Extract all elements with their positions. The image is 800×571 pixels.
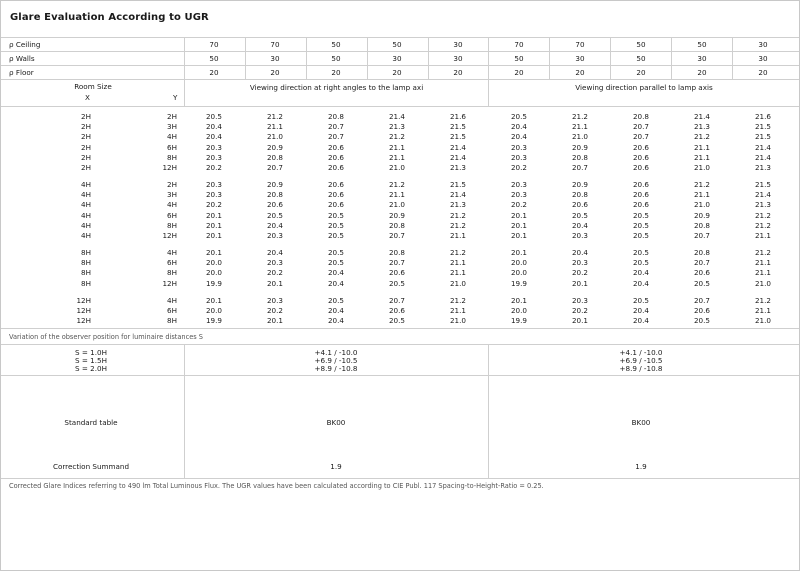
room-x: 2H xyxy=(81,132,91,142)
room-x: 12H xyxy=(76,296,91,305)
ugr-value: 21.1 xyxy=(449,268,466,278)
ugr-value: 20.5 xyxy=(327,296,344,305)
room-y: 4H xyxy=(167,200,177,210)
reflectance-value: 50 xyxy=(209,54,219,63)
ugr-value: 20.6 xyxy=(327,180,344,189)
ugr-value: 20.5 xyxy=(632,231,649,240)
ugr-value: 21.0 xyxy=(266,132,283,142)
ugr-value: 21.5 xyxy=(754,180,771,189)
room-x: 12H xyxy=(76,306,91,316)
variation-right: +6.9 / -10.5 xyxy=(619,356,663,365)
room-x: 4H xyxy=(81,190,91,200)
ugr-value: 20.6 xyxy=(632,152,649,162)
reflectance-value: 20 xyxy=(514,68,524,77)
ugr-value: 21.0 xyxy=(754,316,771,326)
room-y: 6H xyxy=(167,306,177,316)
ugr-value: 20.2 xyxy=(571,268,588,278)
room-x: 8H xyxy=(81,258,91,268)
ugr-value: 20.6 xyxy=(632,180,649,189)
ugr-value: 20.7 xyxy=(693,231,710,240)
ugr-value: 20.3 xyxy=(510,180,527,189)
ugr-value: 20.7 xyxy=(693,296,710,305)
divider xyxy=(1,79,799,80)
ugr-value: 20.5 xyxy=(327,220,344,230)
ugr-value: 20.4 xyxy=(327,316,344,326)
ugr-value: 20.4 xyxy=(632,278,649,288)
ugr-value: 20.3 xyxy=(266,296,283,305)
ugr-value: 20.8 xyxy=(571,152,588,162)
room-y: 8H xyxy=(167,316,177,326)
ugr-value: 21.1 xyxy=(693,142,710,152)
room-y: 2H xyxy=(167,180,177,189)
reflectance-label: ρ Ceiling xyxy=(9,40,41,49)
ugr-value: 20.0 xyxy=(205,258,222,268)
room-y: 4H xyxy=(167,296,177,305)
variation-caption: Variation of the observer position for luminaire distances S xyxy=(9,333,203,341)
room-x: 8H xyxy=(81,268,91,278)
ugr-value: 20.7 xyxy=(388,296,405,305)
ugr-value: 20.0 xyxy=(510,306,527,316)
ugr-value: 20.1 xyxy=(571,316,588,326)
ugr-value: 20.6 xyxy=(693,268,710,278)
ugr-value: 20.6 xyxy=(266,200,283,210)
ugr-value: 20.8 xyxy=(693,248,710,257)
correction-right: 1.9 xyxy=(635,462,647,471)
variation-left: +6.9 / -10.5 xyxy=(314,356,358,365)
room-y: 6H xyxy=(167,210,177,220)
reflectance-value: 30 xyxy=(697,54,707,63)
ugr-value: 20.5 xyxy=(693,278,710,288)
ugr-value: 20.6 xyxy=(327,152,344,162)
ugr-value: 20.8 xyxy=(266,152,283,162)
ugr-value: 21.1 xyxy=(571,122,588,132)
ugr-value: 20.1 xyxy=(510,296,527,305)
ugr-value: 20.6 xyxy=(388,268,405,278)
ugr-value: 20.2 xyxy=(266,306,283,316)
room-y: 4H xyxy=(167,248,177,257)
ugr-value: 21.1 xyxy=(449,231,466,240)
room-x: 12H xyxy=(76,316,91,326)
ugr-value: 21.2 xyxy=(754,296,771,305)
ugr-value: 21.0 xyxy=(449,278,466,288)
reflectance-label: ρ Floor xyxy=(9,68,34,77)
reflectance-label: ρ Walls xyxy=(9,54,35,63)
ugr-value: 20.8 xyxy=(632,112,649,121)
ugr-value: 20.5 xyxy=(327,210,344,220)
ugr-value: 21.2 xyxy=(754,220,771,230)
variation-right: +4.1 / -10.0 xyxy=(619,348,663,357)
ugr-value: 19.9 xyxy=(510,316,527,326)
reflectance-value: 50 xyxy=(331,40,341,49)
ugr-value: 21.0 xyxy=(693,163,710,172)
room-x: 4H xyxy=(81,231,91,240)
ugr-value: 20.4 xyxy=(510,122,527,132)
ugr-value: 20.4 xyxy=(327,278,344,288)
view-header-right-angles: Viewing direction at right angles to the lamp axi xyxy=(249,83,424,92)
ugr-value: 20.5 xyxy=(327,231,344,240)
ugr-value: 21.5 xyxy=(754,122,771,132)
room-x: 2H xyxy=(81,152,91,162)
ugr-value: 20.5 xyxy=(510,112,527,121)
ugr-value: 20.3 xyxy=(205,190,222,200)
reflectance-value: 30 xyxy=(392,54,402,63)
ugr-value: 20.1 xyxy=(510,210,527,220)
ugr-value: 20.0 xyxy=(510,258,527,268)
room-y: 3H xyxy=(167,122,177,132)
ugr-value: 20.9 xyxy=(266,142,283,152)
room-size-x: X xyxy=(85,93,90,102)
reflectance-value: 70 xyxy=(575,40,585,49)
correction-left: 1.9 xyxy=(330,462,342,471)
room-y: 12H xyxy=(162,278,177,288)
ugr-value: 20.5 xyxy=(632,258,649,268)
reflectance-value: 30 xyxy=(758,40,768,49)
ugr-value: 21.1 xyxy=(388,190,405,200)
ugr-value: 20.1 xyxy=(571,278,588,288)
ugr-value: 20.7 xyxy=(632,122,649,132)
ugr-value: 20.8 xyxy=(327,112,344,121)
ugr-value: 20.6 xyxy=(327,142,344,152)
ugr-value: 20.8 xyxy=(266,190,283,200)
room-y: 8H xyxy=(167,220,177,230)
ugr-value: 21.2 xyxy=(754,248,771,257)
variation-label: S = 1.5H xyxy=(75,356,107,365)
ugr-value: 19.9 xyxy=(205,278,222,288)
ugr-value: 21.1 xyxy=(693,190,710,200)
ugr-value: 19.9 xyxy=(205,316,222,326)
ugr-value: 20.2 xyxy=(205,200,222,210)
variation-label: S = 1.0H xyxy=(75,348,107,357)
correction-label: Correction Summand xyxy=(52,462,130,471)
ugr-value: 20.1 xyxy=(510,220,527,230)
ugr-value: 20.7 xyxy=(327,122,344,132)
ugr-value: 20.3 xyxy=(266,258,283,268)
page-title: Glare Evaluation According to UGR xyxy=(10,12,209,23)
ugr-value: 20.2 xyxy=(510,163,527,172)
reflectance-value: 20 xyxy=(270,68,280,77)
room-x: 2H xyxy=(81,142,91,152)
ugr-value: 21.5 xyxy=(449,132,466,142)
ugr-value: 21.1 xyxy=(754,231,771,240)
reflectance-value: 20 xyxy=(758,68,768,77)
ugr-value: 21.5 xyxy=(754,132,771,142)
ugr-value: 20.7 xyxy=(327,132,344,142)
ugr-value: 21.2 xyxy=(571,112,588,121)
ugr-value: 21.2 xyxy=(449,248,466,257)
ugr-value: 20.3 xyxy=(510,190,527,200)
ugr-value: 21.5 xyxy=(449,180,466,189)
ugr-value: 20.7 xyxy=(632,132,649,142)
room-x: 4H xyxy=(81,200,91,210)
ugr-value: 21.0 xyxy=(571,132,588,142)
room-y: 6H xyxy=(167,258,177,268)
ugr-value: 20.6 xyxy=(388,306,405,316)
ugr-value: 20.3 xyxy=(510,152,527,162)
ugr-value: 20.3 xyxy=(205,180,222,189)
ugr-value: 20.0 xyxy=(205,268,222,278)
ugr-value: 20.0 xyxy=(510,268,527,278)
ugr-value: 21.3 xyxy=(693,122,710,132)
ugr-value: 20.5 xyxy=(571,210,588,220)
ugr-value: 20.4 xyxy=(571,220,588,230)
ugr-value: 21.0 xyxy=(693,200,710,210)
ugr-value: 21.4 xyxy=(754,190,771,200)
ugr-value: 20.5 xyxy=(388,278,405,288)
standard-table-right: BK00 xyxy=(631,418,651,427)
room-x: 4H xyxy=(81,210,91,220)
reflectance-value: 30 xyxy=(758,54,768,63)
ugr-value: 21.3 xyxy=(754,200,771,210)
ugr-value: 20.5 xyxy=(388,316,405,326)
standard-table-left: BK00 xyxy=(326,418,346,427)
ugr-value: 20.5 xyxy=(205,112,222,121)
ugr-value: 20.3 xyxy=(205,142,222,152)
ugr-value: 19.9 xyxy=(510,278,527,288)
ugr-value: 20.9 xyxy=(266,180,283,189)
room-y: 8H xyxy=(167,268,177,278)
ugr-value: 20.7 xyxy=(388,231,405,240)
ugr-value: 21.2 xyxy=(388,132,405,142)
ugr-value: 21.2 xyxy=(754,210,771,220)
divider xyxy=(184,344,185,478)
ugr-value: 20.9 xyxy=(571,142,588,152)
ugr-value: 20.8 xyxy=(571,190,588,200)
ugr-value: 21.0 xyxy=(388,163,405,172)
ugr-value: 21.0 xyxy=(388,200,405,210)
ugr-value: 20.8 xyxy=(388,248,405,257)
ugr-value: 20.4 xyxy=(205,132,222,142)
room-x: 2H xyxy=(81,122,91,132)
divider xyxy=(1,37,799,38)
room-y: 12H xyxy=(162,231,177,240)
ugr-value: 20.2 xyxy=(266,268,283,278)
ugr-value: 20.6 xyxy=(632,200,649,210)
ugr-value: 20.3 xyxy=(205,152,222,162)
ugr-value: 21.3 xyxy=(754,163,771,172)
ugr-value: 20.1 xyxy=(510,231,527,240)
reflectance-value: 20 xyxy=(331,68,341,77)
divider xyxy=(488,344,489,478)
ugr-value: 20.9 xyxy=(571,180,588,189)
ugr-value: 21.1 xyxy=(754,268,771,278)
ugr-value: 21.2 xyxy=(693,180,710,189)
ugr-value: 21.3 xyxy=(449,163,466,172)
ugr-value: 21.2 xyxy=(693,132,710,142)
ugr-value: 20.7 xyxy=(571,163,588,172)
ugr-value: 21.6 xyxy=(449,112,466,121)
reflectance-value: 30 xyxy=(453,40,463,49)
reflectance-value: 70 xyxy=(514,40,524,49)
ugr-value: 21.5 xyxy=(449,122,466,132)
ugr-value: 21.6 xyxy=(754,112,771,121)
ugr-value: 21.0 xyxy=(754,278,771,288)
ugr-value: 21.4 xyxy=(754,152,771,162)
ugr-value: 21.4 xyxy=(754,142,771,152)
ugr-value: 21.3 xyxy=(449,200,466,210)
ugr-value: 20.5 xyxy=(632,210,649,220)
ugr-value: 21.1 xyxy=(449,306,466,316)
ugr-value: 20.1 xyxy=(510,248,527,257)
ugr-value: 21.1 xyxy=(266,122,283,132)
ugr-value: 21.4 xyxy=(449,190,466,200)
variation-right: +8.9 / -10.8 xyxy=(619,364,663,373)
ugr-value: 20.6 xyxy=(571,200,588,210)
reflectance-value: 30 xyxy=(453,54,463,63)
ugr-value: 20.4 xyxy=(327,306,344,316)
reflectance-value: 50 xyxy=(636,54,646,63)
ugr-value: 20.5 xyxy=(632,248,649,257)
ugr-value: 21.1 xyxy=(754,306,771,316)
ugr-value: 20.3 xyxy=(571,296,588,305)
ugr-value: 21.2 xyxy=(449,296,466,305)
room-x: 8H xyxy=(81,278,91,288)
ugr-value: 20.1 xyxy=(205,231,222,240)
ugr-value: 20.4 xyxy=(266,248,283,257)
room-x: 2H xyxy=(81,163,91,172)
ugr-value: 20.1 xyxy=(266,278,283,288)
ugr-value: 20.7 xyxy=(388,258,405,268)
ugr-value: 20.4 xyxy=(266,220,283,230)
divider xyxy=(1,106,799,107)
ugr-value: 20.1 xyxy=(205,248,222,257)
divider xyxy=(1,51,799,52)
ugr-value: 20.5 xyxy=(266,210,283,220)
ugr-value: 20.6 xyxy=(632,163,649,172)
room-y: 4H xyxy=(167,132,177,142)
room-x: 4H xyxy=(81,220,91,230)
room-size-y: Y xyxy=(173,93,178,102)
ugr-value: 20.6 xyxy=(693,306,710,316)
ugr-value: 21.4 xyxy=(388,112,405,121)
ugr-value: 21.2 xyxy=(266,112,283,121)
ugr-value: 21.1 xyxy=(449,258,466,268)
ugr-value: 20.6 xyxy=(632,142,649,152)
room-y: 8H xyxy=(167,152,177,162)
ugr-value: 20.3 xyxy=(571,258,588,268)
ugr-value: 20.4 xyxy=(510,132,527,142)
ugr-value: 20.4 xyxy=(327,268,344,278)
ugr-value: 20.0 xyxy=(205,306,222,316)
ugr-value: 21.2 xyxy=(449,210,466,220)
room-size-label: Room Size xyxy=(74,82,112,91)
room-y: 6H xyxy=(167,142,177,152)
ugr-value: 20.3 xyxy=(266,231,283,240)
reflectance-value: 20 xyxy=(209,68,219,77)
ugr-value: 20.9 xyxy=(693,210,710,220)
ugr-value: 20.4 xyxy=(205,122,222,132)
room-x: 8H xyxy=(81,248,91,257)
ugr-value: 20.5 xyxy=(327,258,344,268)
ugr-value: 20.1 xyxy=(266,316,283,326)
ugr-value: 20.2 xyxy=(571,306,588,316)
ugr-value: 20.7 xyxy=(693,258,710,268)
ugr-value: 20.1 xyxy=(205,220,222,230)
ugr-value: 20.4 xyxy=(632,306,649,316)
room-x: 4H xyxy=(81,180,91,189)
divider xyxy=(1,375,799,376)
reflectance-value: 30 xyxy=(270,54,280,63)
reflectance-value: 20 xyxy=(453,68,463,77)
ugr-value: 20.5 xyxy=(632,220,649,230)
ugr-value: 21.4 xyxy=(449,142,466,152)
ugr-value: 20.2 xyxy=(510,200,527,210)
ugr-value: 21.4 xyxy=(449,152,466,162)
reflectance-value: 50 xyxy=(392,40,402,49)
ugr-value: 20.7 xyxy=(266,163,283,172)
variation-left: +8.9 / -10.8 xyxy=(314,364,358,373)
ugr-value: 21.4 xyxy=(693,112,710,121)
reflectance-value: 30 xyxy=(575,54,585,63)
ugr-value: 20.6 xyxy=(632,190,649,200)
reflectance-value: 50 xyxy=(697,40,707,49)
ugr-value: 21.1 xyxy=(693,152,710,162)
ugr-value: 20.4 xyxy=(571,248,588,257)
standard-table-label: Standard table xyxy=(64,418,118,427)
reflectance-value: 50 xyxy=(514,54,524,63)
ugr-value: 20.5 xyxy=(327,248,344,257)
ugr-value: 20.1 xyxy=(205,296,222,305)
ugr-value: 20.6 xyxy=(327,163,344,172)
divider xyxy=(1,344,799,345)
ugr-value: 20.5 xyxy=(693,316,710,326)
ugr-value: 20.9 xyxy=(388,210,405,220)
divider xyxy=(1,65,799,66)
ugr-value: 21.1 xyxy=(754,258,771,268)
reflectance-value: 20 xyxy=(392,68,402,77)
ugr-value: 20.6 xyxy=(327,200,344,210)
reflectance-value: 50 xyxy=(636,40,646,49)
ugr-value: 21.1 xyxy=(388,142,405,152)
ugr-value: 21.2 xyxy=(388,180,405,189)
room-x: 2H xyxy=(81,112,91,121)
variation-left: +4.1 / -10.0 xyxy=(314,348,358,357)
reflectance-value: 50 xyxy=(331,54,341,63)
variation-label: S = 2.0H xyxy=(75,364,107,373)
ugr-value: 20.3 xyxy=(571,231,588,240)
ugr-value: 20.8 xyxy=(388,220,405,230)
footnote: Corrected Glare Indices referring to 490 lm Total Luminous Flux. The UGR values have been calculated according to CIE Publ. 117 Spacing-to-Height-Ratio = 0.25. xyxy=(9,482,544,490)
ugr-value: 21.1 xyxy=(388,152,405,162)
view-header-parallel: Viewing direction parallel to lamp axis xyxy=(575,83,713,92)
ugr-value: 20.4 xyxy=(632,316,649,326)
ugr-value: 20.5 xyxy=(632,296,649,305)
ugr-value: 20.8 xyxy=(693,220,710,230)
ugr-value: 21.0 xyxy=(449,316,466,326)
ugr-value: 20.2 xyxy=(205,163,222,172)
reflectance-value: 20 xyxy=(636,68,646,77)
divider xyxy=(1,478,799,479)
ugr-value: 21.3 xyxy=(388,122,405,132)
reflectance-value: 20 xyxy=(697,68,707,77)
ugr-value: 20.3 xyxy=(510,142,527,152)
ugr-value: 20.4 xyxy=(632,268,649,278)
divider xyxy=(1,328,799,329)
reflectance-value: 20 xyxy=(575,68,585,77)
room-y: 2H xyxy=(167,112,177,121)
room-y: 3H xyxy=(167,190,177,200)
ugr-value: 20.1 xyxy=(205,210,222,220)
room-y: 12H xyxy=(162,163,177,172)
ugr-value: 21.2 xyxy=(449,220,466,230)
reflectance-value: 70 xyxy=(270,40,280,49)
reflectance-value: 70 xyxy=(209,40,219,49)
ugr-value: 20.6 xyxy=(327,190,344,200)
